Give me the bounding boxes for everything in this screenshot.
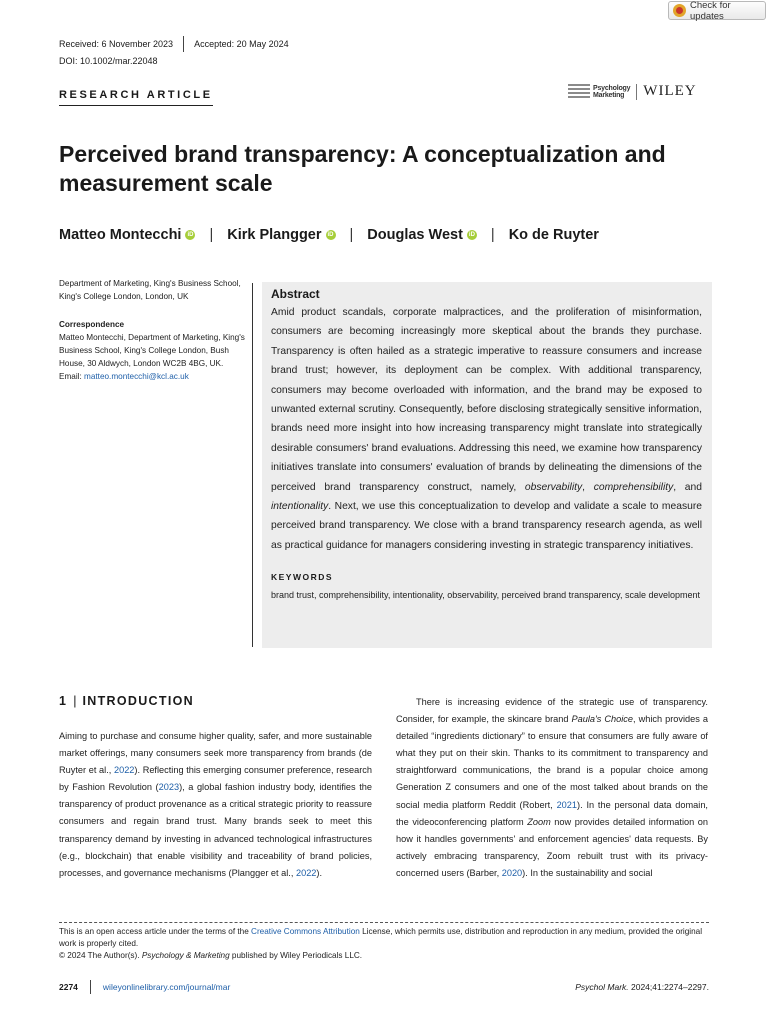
abstract-text: [271, 303, 702, 555]
check-for-updates-label: Check for updates: [690, 0, 731, 22]
body-text: Aiming to purchase and consume higher quality, safer, and more sustainable market offerings, many consumers seek more transparency from brands (de Ruyter et al.,: [59, 731, 372, 776]
license-notice: [59, 926, 709, 962]
abstract-heading: Abstract: [271, 287, 320, 301]
affiliation-block: [59, 277, 249, 383]
citation-journal: Psychol Mark.: [575, 982, 629, 992]
body-text: There is increasing evidence of the strategic use of transparency. Consider, for example, the skincare brand: [396, 697, 708, 725]
correspondence-heading: Correspondence: [59, 320, 125, 329]
article-title: Perceived brand transparency: A conceptualization and measurement scale: [59, 141, 666, 196]
publisher-logos: [568, 83, 697, 100]
license-divider: [59, 922, 709, 923]
section-number: 1: [59, 694, 68, 708]
article-dates: [59, 36, 289, 52]
author-name: Kirk Plangger: [227, 227, 322, 243]
department: Department of Marketing, King's Business School, King's College London, London, UK: [59, 279, 241, 301]
author-separator: |: [349, 227, 354, 243]
section-title: INTRODUCTION: [82, 694, 194, 708]
body-text: ), a global fashion industry body, identifies the transparency of product provenance as a critical strategic priority to reassure consumers and regain brand trust. Many brands seek to meet this transparency demand by investing in advanced technological infrastructures (e.g., blockchain) that enable visibility and traceability of brand policies, processes, and governance mechanisms (Plangger et al.,: [59, 782, 372, 878]
journal-logo-text: [593, 85, 630, 99]
crossmark-icon: [673, 4, 686, 17]
orcid-icon[interactable]: iD: [187, 232, 194, 238]
section-heading: [59, 694, 194, 708]
section-separator: |: [73, 694, 77, 708]
author-name: Ko de Ruyter: [508, 227, 599, 243]
article-type: RESEARCH ARTICLE: [59, 89, 213, 106]
license-text: This is an open access article under the terms of the: [59, 927, 252, 936]
journal-name: Psychology & Marketing: [141, 951, 230, 960]
journal-citation: [575, 982, 709, 992]
copyright-line: [59, 950, 709, 962]
page-footer: [59, 980, 709, 994]
intro-right-column: [396, 694, 708, 882]
author-name: Douglas West: [367, 227, 463, 243]
orcid-icon[interactable]: iD: [468, 232, 475, 238]
dimension-term: comprehensibility: [593, 481, 674, 493]
brand-name: Paula's Choice: [571, 714, 633, 725]
copyright-text: © 2024 The Author(s).: [59, 951, 142, 960]
author-separator: |: [209, 227, 214, 243]
author[interactable]: [227, 227, 335, 243]
keywords-heading: KEYWORDS: [271, 572, 334, 583]
abstract-text-part: ,: [582, 481, 594, 493]
author-list: [59, 227, 599, 243]
author-name: Matteo Montecchi: [59, 227, 182, 243]
doi: DOI: 10.1002/mar.22048: [59, 56, 158, 66]
wiley-logo: WILEY: [643, 83, 697, 99]
citation-link[interactable]: 2020: [501, 867, 523, 878]
intro-left-column: [59, 728, 372, 882]
keywords: brand trust, comprehensibility, intentionality, observability, perceived brand transparency, scale development: [271, 590, 701, 601]
abstract-box: [262, 282, 712, 648]
copyright-text: published by Wiley Periodicals LLC.: [229, 951, 363, 960]
journal-url-link[interactable]: wileyonlinelibrary.com/journal/mar: [102, 982, 231, 992]
abstract-text-part: . Next, we use this conceptualization to develop and validate a scale to measure perceived brand transparency. We close with a brand transparency research agenda, as well as practical guidance for managers considering investing in strategic transparency initiatives.: [271, 501, 702, 551]
author-separator: |: [490, 227, 495, 243]
journal-logo-line1: Psychology: [593, 84, 631, 92]
abstract-text-part: Amid product scandals, corporate malpractices, and the proliferation of misinformation, consumers are becoming increasingly more skeptical about the brands they purchase. Transparency is often hailed as a strategic imperative to reassure consumers and increase brand trust; however, its deployment can be complex. With additional transparency, consumers may become overloaded with information, and the brand may be exposed to unwanted external scrutiny. Consequently, before disclosing strategically sensitive information, brands need more insight into how increasing transparency might translate into strategically desirable consumers' brand evaluations. Addressing this need, we examine how transparency initiatives translate into consumers' evaluation of brands by delineating the dimensions of the perceived brand transparency construct, namely,: [271, 307, 702, 493]
footer-divider: [90, 980, 91, 994]
date-divider: [183, 36, 184, 52]
author[interactable]: [509, 227, 599, 243]
author[interactable]: [59, 227, 195, 243]
body-text: ).: [316, 867, 323, 878]
footer-row: [59, 980, 709, 994]
citation-link[interactable]: 2023: [158, 782, 180, 793]
email-line: [59, 370, 249, 383]
journal-logo-icon: [568, 84, 590, 99]
dimension-term: intentionality: [271, 501, 329, 513]
journal-logo: [568, 84, 630, 99]
abstract-divider: [252, 283, 253, 647]
page-number: 2274: [59, 982, 78, 992]
citation-link[interactable]: 2021: [556, 799, 578, 810]
license-link[interactable]: Creative Commons Attribution: [251, 927, 360, 936]
body-text: , which provides a detailed “ingredients dictionary” to ensure that consumers are fully aware of what they put on their skin. Thanks to its commitment to transparency and straightforward communications, the brand is a popular choice among Generation Z consumers and one of the most talked about brands on the social media platform Reddit (Robert,: [396, 714, 708, 810]
body-text: ). In the personal data domain, the videoconferencing platform: [396, 799, 708, 827]
dimension-term: observability: [524, 481, 583, 493]
journal-logo-line2: Marketing: [593, 91, 625, 99]
check-for-updates-button[interactable]: [668, 1, 766, 20]
orcid-icon[interactable]: iD: [327, 232, 334, 238]
citation-link[interactable]: 2022: [295, 867, 317, 878]
abstract-text-part: , and: [673, 481, 702, 493]
body-text: now provides detailed information on how it handles governments' and enforcement agencies' data requests. By actively embracing transparency, Zoom rebuilt trust with its privacy-concerned users (Barber,: [396, 816, 708, 878]
email-link[interactable]: matteo.montecchi@kcl.ac.uk: [84, 372, 189, 381]
citation-details: 2024;41:2274–2297.: [628, 982, 709, 992]
accepted-date: Accepted: 20 May 2024: [194, 39, 289, 49]
email-label: Email:: [59, 372, 85, 381]
license-line: [59, 926, 709, 950]
logo-divider: [636, 84, 637, 100]
body-text: ). In the sustainability and social: [522, 867, 653, 878]
author[interactable]: [367, 227, 477, 243]
license-text: License, which permits use, distribution and reproduction in any medium, provided the original work is properly cited.: [59, 927, 703, 948]
correspondence-address: Matteo Montecchi, Department of Marketing, King's Business School, King's College London, Bush House, 30 Aldwych, London WC2B 4BG, UK.: [59, 333, 245, 368]
brand-name: Zoom: [527, 816, 551, 827]
citation-link[interactable]: 2022: [113, 765, 135, 776]
received-date: Received: 6 November 2023: [59, 39, 174, 49]
body-text: ). Reflecting this emerging consumer preference, research by Fashion Revolution (: [59, 765, 372, 793]
